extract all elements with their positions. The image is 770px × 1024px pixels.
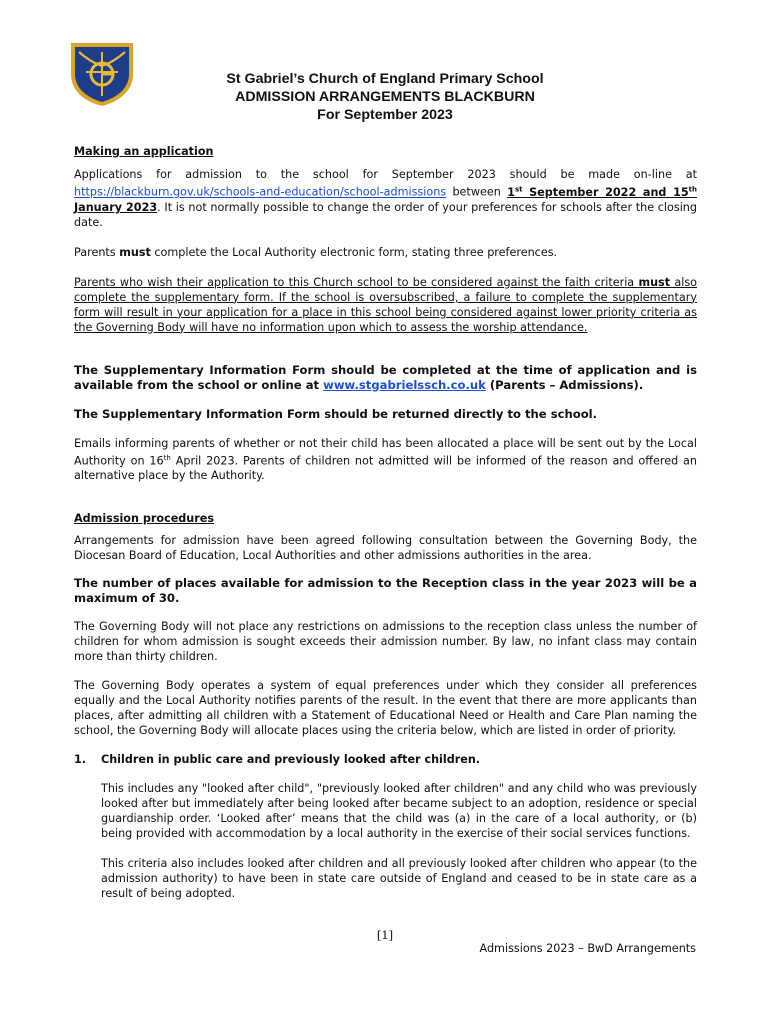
- section-heading-admission-procedures: Admission procedures: [74, 512, 215, 526]
- section-heading-making-application: Making an application: [74, 145, 214, 158]
- school-name: St Gabriel’s Church of England Primary School: [226, 71, 544, 87]
- document-body: [74, 144, 697, 901]
- criterion-1-heading: 1. Children in public care and previously looked after children.: [74, 753, 481, 767]
- supplementary-form-paragraph: The Supplementary Information Form should be completed at the time of application and is available from the school or online at www.stgabrielssch.co.uk (Parents – Admissions).: [74, 362, 697, 392]
- document-subtitle: For September 2023: [317, 107, 453, 123]
- admissions-link[interactable]: https://blackburn.gov.uk/schools-and-education/school-admissions: [74, 185, 447, 199]
- document-header: [140, 70, 630, 124]
- school-crest-logo: [68, 40, 136, 108]
- footer-text: Admissions 2023 – BwD Arrangements: [479, 942, 696, 955]
- page-number: [1]: [376, 928, 394, 942]
- return-form-paragraph: The Supplementary Information Form should be returned directly to the school.: [74, 406, 598, 421]
- arrangements-paragraph: Arrangements for admission have been agreed following consultation between the Governing Body, the Diocesan Board of Education, Local Authorities and other admissions authorities in the area.: [74, 534, 697, 563]
- criterion-1-paragraph-1: This includes any "looked after child", "previously looked after children" and any child who was previously looked after but immediately after being looked after became subject to an adoption, residence or special guardianship order. ‘Looked after’ means that the child was (a) in the care of a local authority, or (b) being provided with accommodation by a local authority in the exercise of their social services functions.: [101, 782, 697, 841]
- restrictions-paragraph: The Governing Body will not place any restrictions on admissions to the reception class unless the number of children for whom admission is sought exceeds their admission number. By law, no infant class may contain more than thirty children.: [74, 620, 697, 664]
- parents-must-paragraph: Parents must complete the Local Authority electronic form, stating three preferences.: [74, 245, 558, 259]
- emails-paragraph: Emails informing parents of whether or not their child has been allocated a place will be sent out by the Local Authority on 16th April 2023. Parents of children not admitted will be informed of the reason and offered an alternative place by the Authority.: [74, 436, 697, 483]
- faith-criteria-paragraph: Parents who wish their application to this Church school to be considered against the faith criteria must also complete the supplementary form. If the school is oversubscribed, a failure to complete the supplementary form will result in your application for a place in this school being considered against lower priority criteria as the Governing Body will have no information upon which to assess the worship attendance.: [74, 275, 697, 334]
- equal-preferences-paragraph: The Governing Body operates a system of equal preferences under which they consider all preferences equally and the Local Authority notifies parents of the result. In the event that there are more applicants than places, after admitting all children with a Statement of Educational Need or Health and Care Plan naming the school, the Governing Body will allocate places using the criteria below, which are listed in order of priority.: [74, 679, 697, 738]
- criterion-1-paragraph-2: This criteria also includes looked after children and all previously looked after children who appear (to the admission authority) to have been in state care outside of England and ceased to be in state care as a result of being adopted.: [101, 857, 697, 901]
- document-title: ADMISSION ARRANGEMENTS BLACKBURN: [235, 89, 535, 105]
- places-available-paragraph: The number of places available for admission to the Reception class in the year 2023 will be a maximum of 30.: [74, 576, 697, 606]
- application-paragraph: Applications for admission to the school for September 2023 should be made on-line at https://blackburn.gov.uk/schools-and-education/school-admissions between 1st September 2022 and 15th January 2023. It is not normally possible to change the order of your preferences for schools after the closing date.: [74, 168, 697, 229]
- school-website-link[interactable]: www.stgabrielssch.co.uk: [323, 377, 486, 392]
